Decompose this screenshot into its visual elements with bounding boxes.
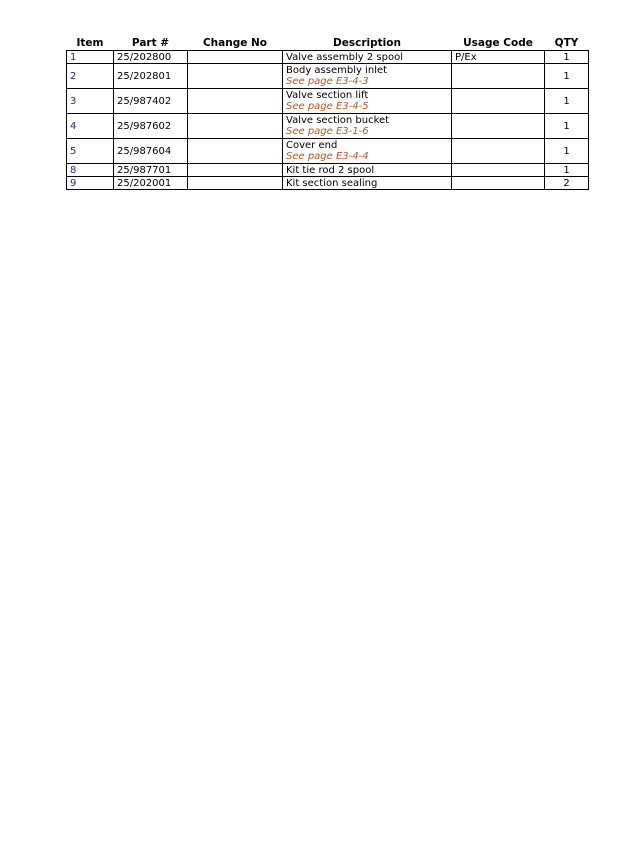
- item-number: 3: [67, 89, 114, 114]
- table-row: [67, 177, 589, 190]
- change-no: [188, 64, 283, 89]
- header-item: Item: [67, 37, 114, 51]
- description: Cover end: [286, 140, 338, 151]
- usage-code: [452, 139, 545, 164]
- qty: 2: [545, 177, 589, 190]
- header-qty: QTY: [545, 37, 589, 51]
- description: Body assembly inlet: [286, 65, 388, 76]
- header-usage-code: Usage Code: [452, 37, 545, 51]
- description: Valve section bucket: [286, 115, 390, 126]
- description-cell: [283, 164, 452, 177]
- usage-code: P/Ex: [452, 51, 545, 64]
- change-no: [188, 177, 283, 190]
- see-page-link[interactable]: See page E3-4-5: [286, 101, 369, 112]
- change-no: [188, 114, 283, 139]
- see-page-link[interactable]: See page E3-4-4: [286, 151, 369, 162]
- usage-code: [452, 114, 545, 139]
- part-number: 25/202800: [114, 51, 188, 64]
- change-no: [188, 139, 283, 164]
- item-number: 1: [67, 51, 114, 64]
- table-row: [67, 51, 589, 64]
- item-number: 9: [67, 177, 114, 190]
- change-no: [188, 164, 283, 177]
- qty: 1: [545, 139, 589, 164]
- part-number: 25/987604: [114, 139, 188, 164]
- part-number: 25/202801: [114, 64, 188, 89]
- qty: 1: [545, 64, 589, 89]
- item-number: 8: [67, 164, 114, 177]
- part-number: 25/987402: [114, 89, 188, 114]
- header-description: Description: [283, 37, 452, 51]
- table-row: [67, 164, 589, 177]
- description: Kit tie rod 2 spool: [286, 164, 375, 176]
- parts-table: [66, 37, 589, 190]
- description: Valve section lift: [286, 90, 369, 101]
- see-page-link[interactable]: See page E3-1-6: [286, 126, 369, 137]
- description-cell: [283, 89, 452, 114]
- part-number: 25/987602: [114, 114, 188, 139]
- table-row: [67, 139, 589, 164]
- description-cell: [283, 177, 452, 190]
- table-row: [67, 64, 589, 89]
- usage-code: [452, 177, 545, 190]
- table-row: [67, 114, 589, 139]
- part-number: 25/987701: [114, 164, 188, 177]
- part-number: 25/202001: [114, 177, 188, 190]
- table-row: [67, 89, 589, 114]
- description-cell: [283, 139, 452, 164]
- qty: 1: [545, 114, 589, 139]
- description-cell: [283, 114, 452, 139]
- qty: 1: [545, 89, 589, 114]
- usage-code: [452, 64, 545, 89]
- qty: 1: [545, 164, 589, 177]
- qty: 1: [545, 51, 589, 64]
- usage-code: [452, 89, 545, 114]
- item-number: 4: [67, 114, 114, 139]
- usage-code: [452, 164, 545, 177]
- change-no: [188, 89, 283, 114]
- header-part-number: Part #: [114, 37, 188, 51]
- description-cell: [283, 64, 452, 89]
- see-page-link[interactable]: See page E3-4-3: [286, 76, 369, 87]
- change-no: [188, 51, 283, 64]
- table-header-row: [67, 37, 589, 51]
- description-cell: [283, 51, 452, 64]
- description: Kit section sealing: [286, 177, 378, 189]
- header-change-no: Change No: [188, 37, 283, 51]
- item-number: 2: [67, 64, 114, 89]
- item-number: 5: [67, 139, 114, 164]
- description: Valve assembly 2 spool: [286, 51, 403, 63]
